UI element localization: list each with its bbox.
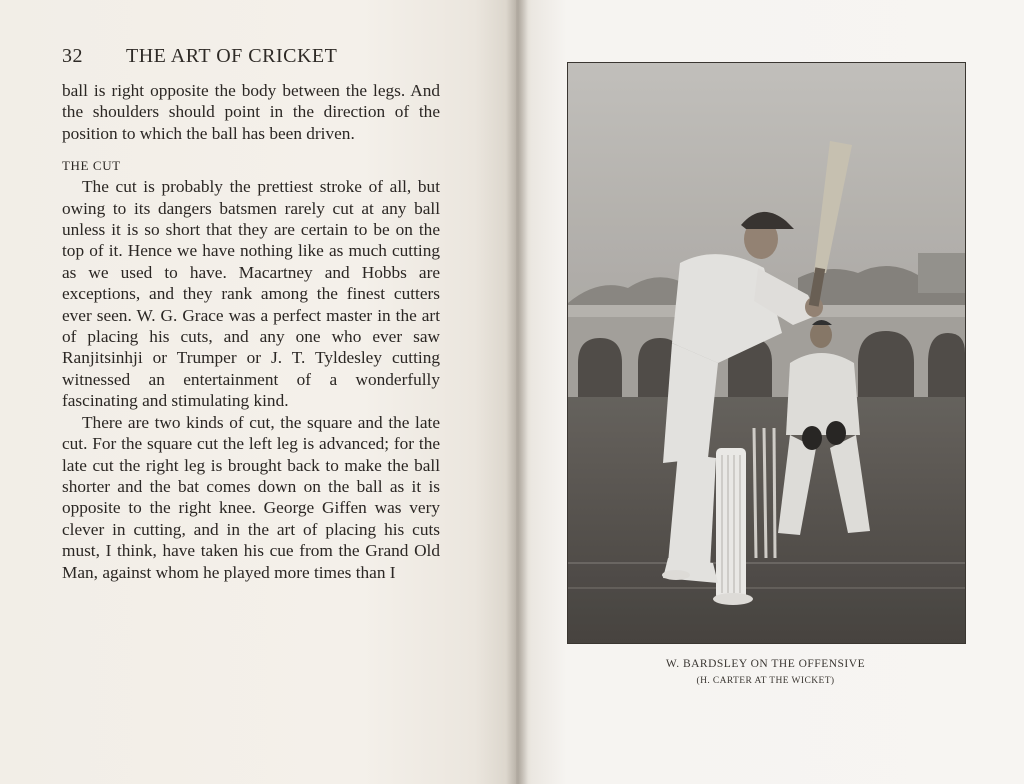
body-text xyxy=(62,80,440,583)
photo-caption xyxy=(567,656,964,688)
paragraph: There are two kinds of cut, the square and the late cut. For the square cut the left leg is advanced; for the late cut the right leg is brought back to make the ball shorter and the bat comes down on the ball as it is opposite to the right knee. George Giffen was very clever in cutting, and in the art of placing his cuts must, I think, have taken his cue from the Grand Old Man, against whom he played more times than I xyxy=(62,412,440,582)
paragraph: The cut is probably the prettiest stroke of all, but owing to its dangers batsmen rarely cut at any ball unless it is so short that they are certain to be on the top of it. Hence we have nothing like as much cutting as we used to have. Macartney and Hobbs are exceptions, and they rank among the finest cutters ever seen. W. G. Grace was a perfect master in the art of placing his cuts, and any one who ever saw Ranjitsinhji or Trumper or J. T. Tyldesley cutting witnessed an entertainment of a wonderfully fascinating and stimulating kind. xyxy=(62,177,440,411)
page-header xyxy=(62,45,442,68)
section-heading: THE CUT xyxy=(62,158,121,174)
cricket-photo-illustration xyxy=(568,63,965,643)
page-number: 32 xyxy=(62,45,83,67)
caption-sub: (H. CARTER AT THE WICKET) xyxy=(696,676,835,686)
book-gutter xyxy=(506,0,528,784)
running-head: THE ART OF CRICKET xyxy=(126,45,338,67)
cricket-photograph xyxy=(567,62,966,644)
paragraph: ball is right opposite the body between the legs. And the shoulders should point in the direction of the position to which the ball has been driven. xyxy=(62,81,440,143)
caption-main: W. BARDSLEY ON THE OFFENSIVE xyxy=(665,658,866,670)
